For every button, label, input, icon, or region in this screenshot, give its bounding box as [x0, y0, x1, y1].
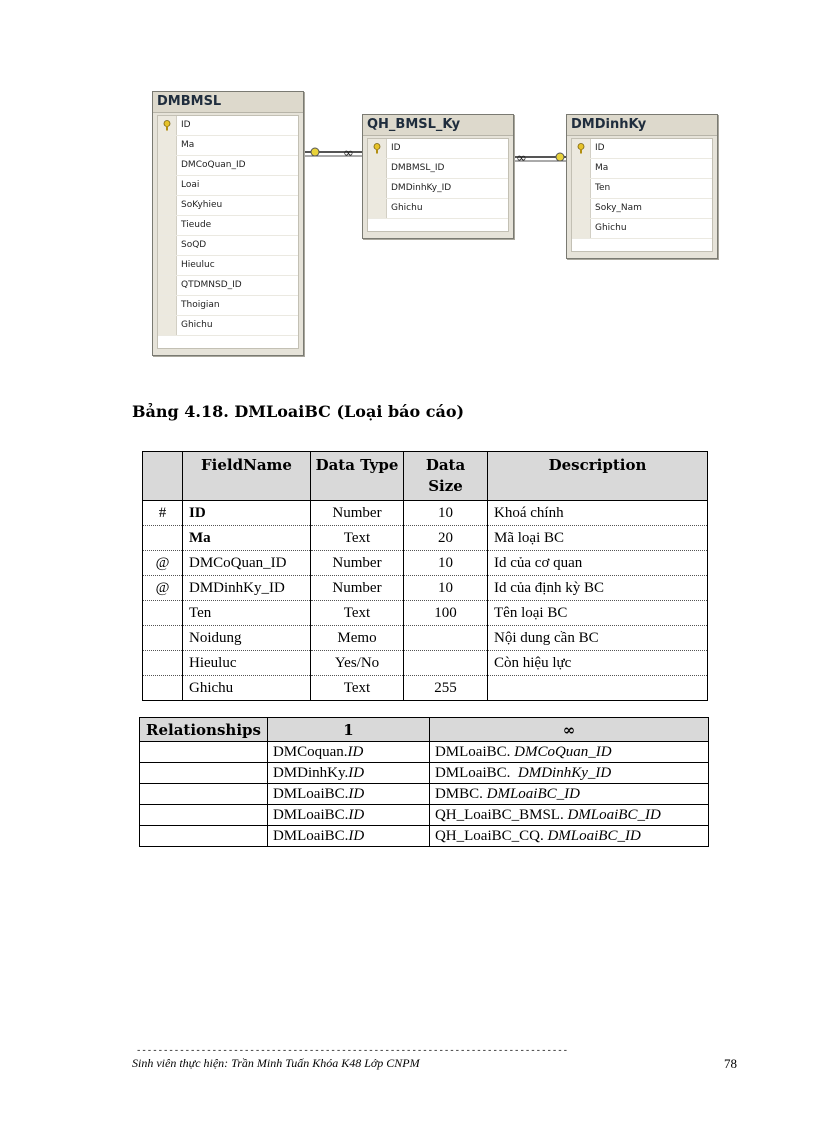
key-marker	[143, 676, 183, 701]
footer-rule: --------------------------------------------------------------------------------	[136, 1046, 569, 1056]
data-size: 255	[404, 676, 488, 701]
data-type: Number	[311, 551, 404, 576]
key-marker: @	[143, 551, 183, 576]
field-name: Ma	[183, 526, 311, 551]
many-side-ref: QH_LoaiBC_CQ. DMLoaiBC_ID	[429, 826, 708, 847]
er-field[interactable]: ID	[158, 116, 298, 136]
marker-header	[143, 452, 183, 501]
many-side-ref: DMLoaiBC. DMDinhKy_ID	[429, 763, 708, 784]
description: Mã loại BC	[488, 526, 708, 551]
data-type: Number	[311, 576, 404, 601]
er-table-title: DMBMSL	[153, 92, 303, 113]
data-type: Yes/No	[311, 651, 404, 676]
many-side-ref: DMLoaiBC. DMCoQuan_ID	[429, 742, 708, 763]
er-table-qh-bmsl-ky[interactable]	[362, 114, 514, 239]
data-type: Text	[311, 526, 404, 551]
er-field-list	[571, 138, 713, 252]
primary-key-icon	[372, 143, 382, 154]
data-type: Text	[311, 676, 404, 701]
field-name: DMDinhKy_ID	[183, 576, 311, 601]
key-marker	[143, 651, 183, 676]
table-row	[143, 626, 708, 651]
er-field[interactable]: Thoigian	[158, 296, 298, 316]
field-name: Noidung	[183, 626, 311, 651]
table-row	[140, 826, 709, 847]
one-side-ref: DMLoaiBC.ID	[267, 805, 429, 826]
field-name: Hieuluc	[183, 651, 311, 676]
table-row	[140, 805, 709, 826]
field-name-header: FieldName	[183, 452, 311, 501]
field-name: ID	[183, 501, 311, 526]
er-field[interactable]: Ten	[572, 179, 712, 199]
table-row	[140, 784, 709, 805]
data-size: 10	[404, 501, 488, 526]
data-size-header: Data Size	[404, 452, 488, 501]
description	[488, 676, 708, 701]
table-row	[143, 526, 708, 551]
key-marker	[143, 626, 183, 651]
er-field[interactable]: ID	[572, 139, 712, 159]
table-row	[143, 676, 708, 701]
field-name: Ghichu	[183, 676, 311, 701]
er-field[interactable]: DMDinhKy_ID	[368, 179, 508, 199]
field-table	[142, 451, 708, 701]
data-type-header: Data Type	[311, 452, 404, 501]
key-marker: #	[143, 501, 183, 526]
page-number: 78	[724, 1056, 737, 1071]
er-field[interactable]: Ghichu	[368, 199, 508, 219]
data-size	[404, 626, 488, 651]
relationships-label: Relationships	[140, 718, 268, 742]
description: Khoá chính	[488, 501, 708, 526]
many-side-ref: QH_LoaiBC_BMSL. DMLoaiBC_ID	[429, 805, 708, 826]
er-table-dmdinhky[interactable]	[566, 114, 718, 259]
er-field[interactable]: ID	[368, 139, 508, 159]
er-field[interactable]: Ma	[572, 159, 712, 179]
description-header: Description	[488, 452, 708, 501]
er-table-dmbmsl[interactable]	[152, 91, 304, 356]
many-end-infinity-icon: ∞	[343, 146, 354, 161]
one-end-key-icon	[556, 153, 564, 161]
er-diagram	[0, 0, 816, 360]
data-type: Number	[311, 501, 404, 526]
er-field-list	[367, 138, 509, 232]
table-row	[143, 651, 708, 676]
er-field[interactable]: SoQD	[158, 236, 298, 256]
data-size: 20	[404, 526, 488, 551]
many-end-infinity-icon: ∞	[516, 151, 527, 166]
table-row	[140, 763, 709, 784]
er-field[interactable]: Ghichu	[158, 316, 298, 336]
description: Id của cơ quan	[488, 551, 708, 576]
primary-key-icon	[162, 120, 172, 131]
one-side-header: 1	[267, 718, 429, 742]
table-row	[143, 501, 708, 526]
key-marker	[143, 526, 183, 551]
er-field[interactable]: DMBMSL_ID	[368, 159, 508, 179]
er-field[interactable]: Loai	[158, 176, 298, 196]
relationships-table	[139, 717, 709, 847]
er-table-title: QH_BMSL_Ky	[363, 115, 513, 136]
key-marker	[143, 601, 183, 626]
data-size: 10	[404, 551, 488, 576]
description: Tên loại BC	[488, 601, 708, 626]
er-field[interactable]: Tieude	[158, 216, 298, 236]
er-field[interactable]: Ma	[158, 136, 298, 156]
field-name: Ten	[183, 601, 311, 626]
er-field[interactable]: SoKyhieu	[158, 196, 298, 216]
primary-key-icon	[576, 143, 586, 154]
table-row	[140, 742, 709, 763]
description: Còn hiệu lực	[488, 651, 708, 676]
field-table-header	[143, 452, 708, 501]
er-field[interactable]: QTDMNSD_ID	[158, 276, 298, 296]
er-field-list	[157, 115, 299, 349]
many-side-header: ∞	[429, 718, 708, 742]
data-type: Memo	[311, 626, 404, 651]
description: Id của định kỳ BC	[488, 576, 708, 601]
one-side-ref: DMCoquan.ID	[267, 742, 429, 763]
field-name: DMCoQuan_ID	[183, 551, 311, 576]
relationships-header	[140, 718, 709, 742]
data-size	[404, 651, 488, 676]
one-end-key-icon	[311, 148, 319, 156]
table-row	[143, 551, 708, 576]
one-side-ref: DMLoaiBC.ID	[267, 784, 429, 805]
data-type: Text	[311, 601, 404, 626]
description: Nội dung cần BC	[488, 626, 708, 651]
table-row	[143, 576, 708, 601]
many-side-ref: DMBC. DMLoaiBC_ID	[429, 784, 708, 805]
key-marker: @	[143, 576, 183, 601]
er-field[interactable]: Soky_Nam	[572, 199, 712, 219]
table-row	[143, 601, 708, 626]
one-side-ref: DMLoaiBC.ID	[267, 826, 429, 847]
data-size: 10	[404, 576, 488, 601]
table-caption: Bảng 4.18. DMLoaiBC (Loại báo cáo)	[132, 402, 465, 421]
data-size: 100	[404, 601, 488, 626]
er-table-title: DMDinhKy	[567, 115, 717, 136]
er-field[interactable]: Hieuluc	[158, 256, 298, 276]
one-side-ref: DMDinhKy.ID	[267, 763, 429, 784]
er-field[interactable]: DMCoQuan_ID	[158, 156, 298, 176]
er-field[interactable]: Ghichu	[572, 219, 712, 239]
footer-text: Sinh viên thực hiện: Trần Minh Tuấn Khóa K48 Lớp CNPM	[132, 1056, 420, 1070]
